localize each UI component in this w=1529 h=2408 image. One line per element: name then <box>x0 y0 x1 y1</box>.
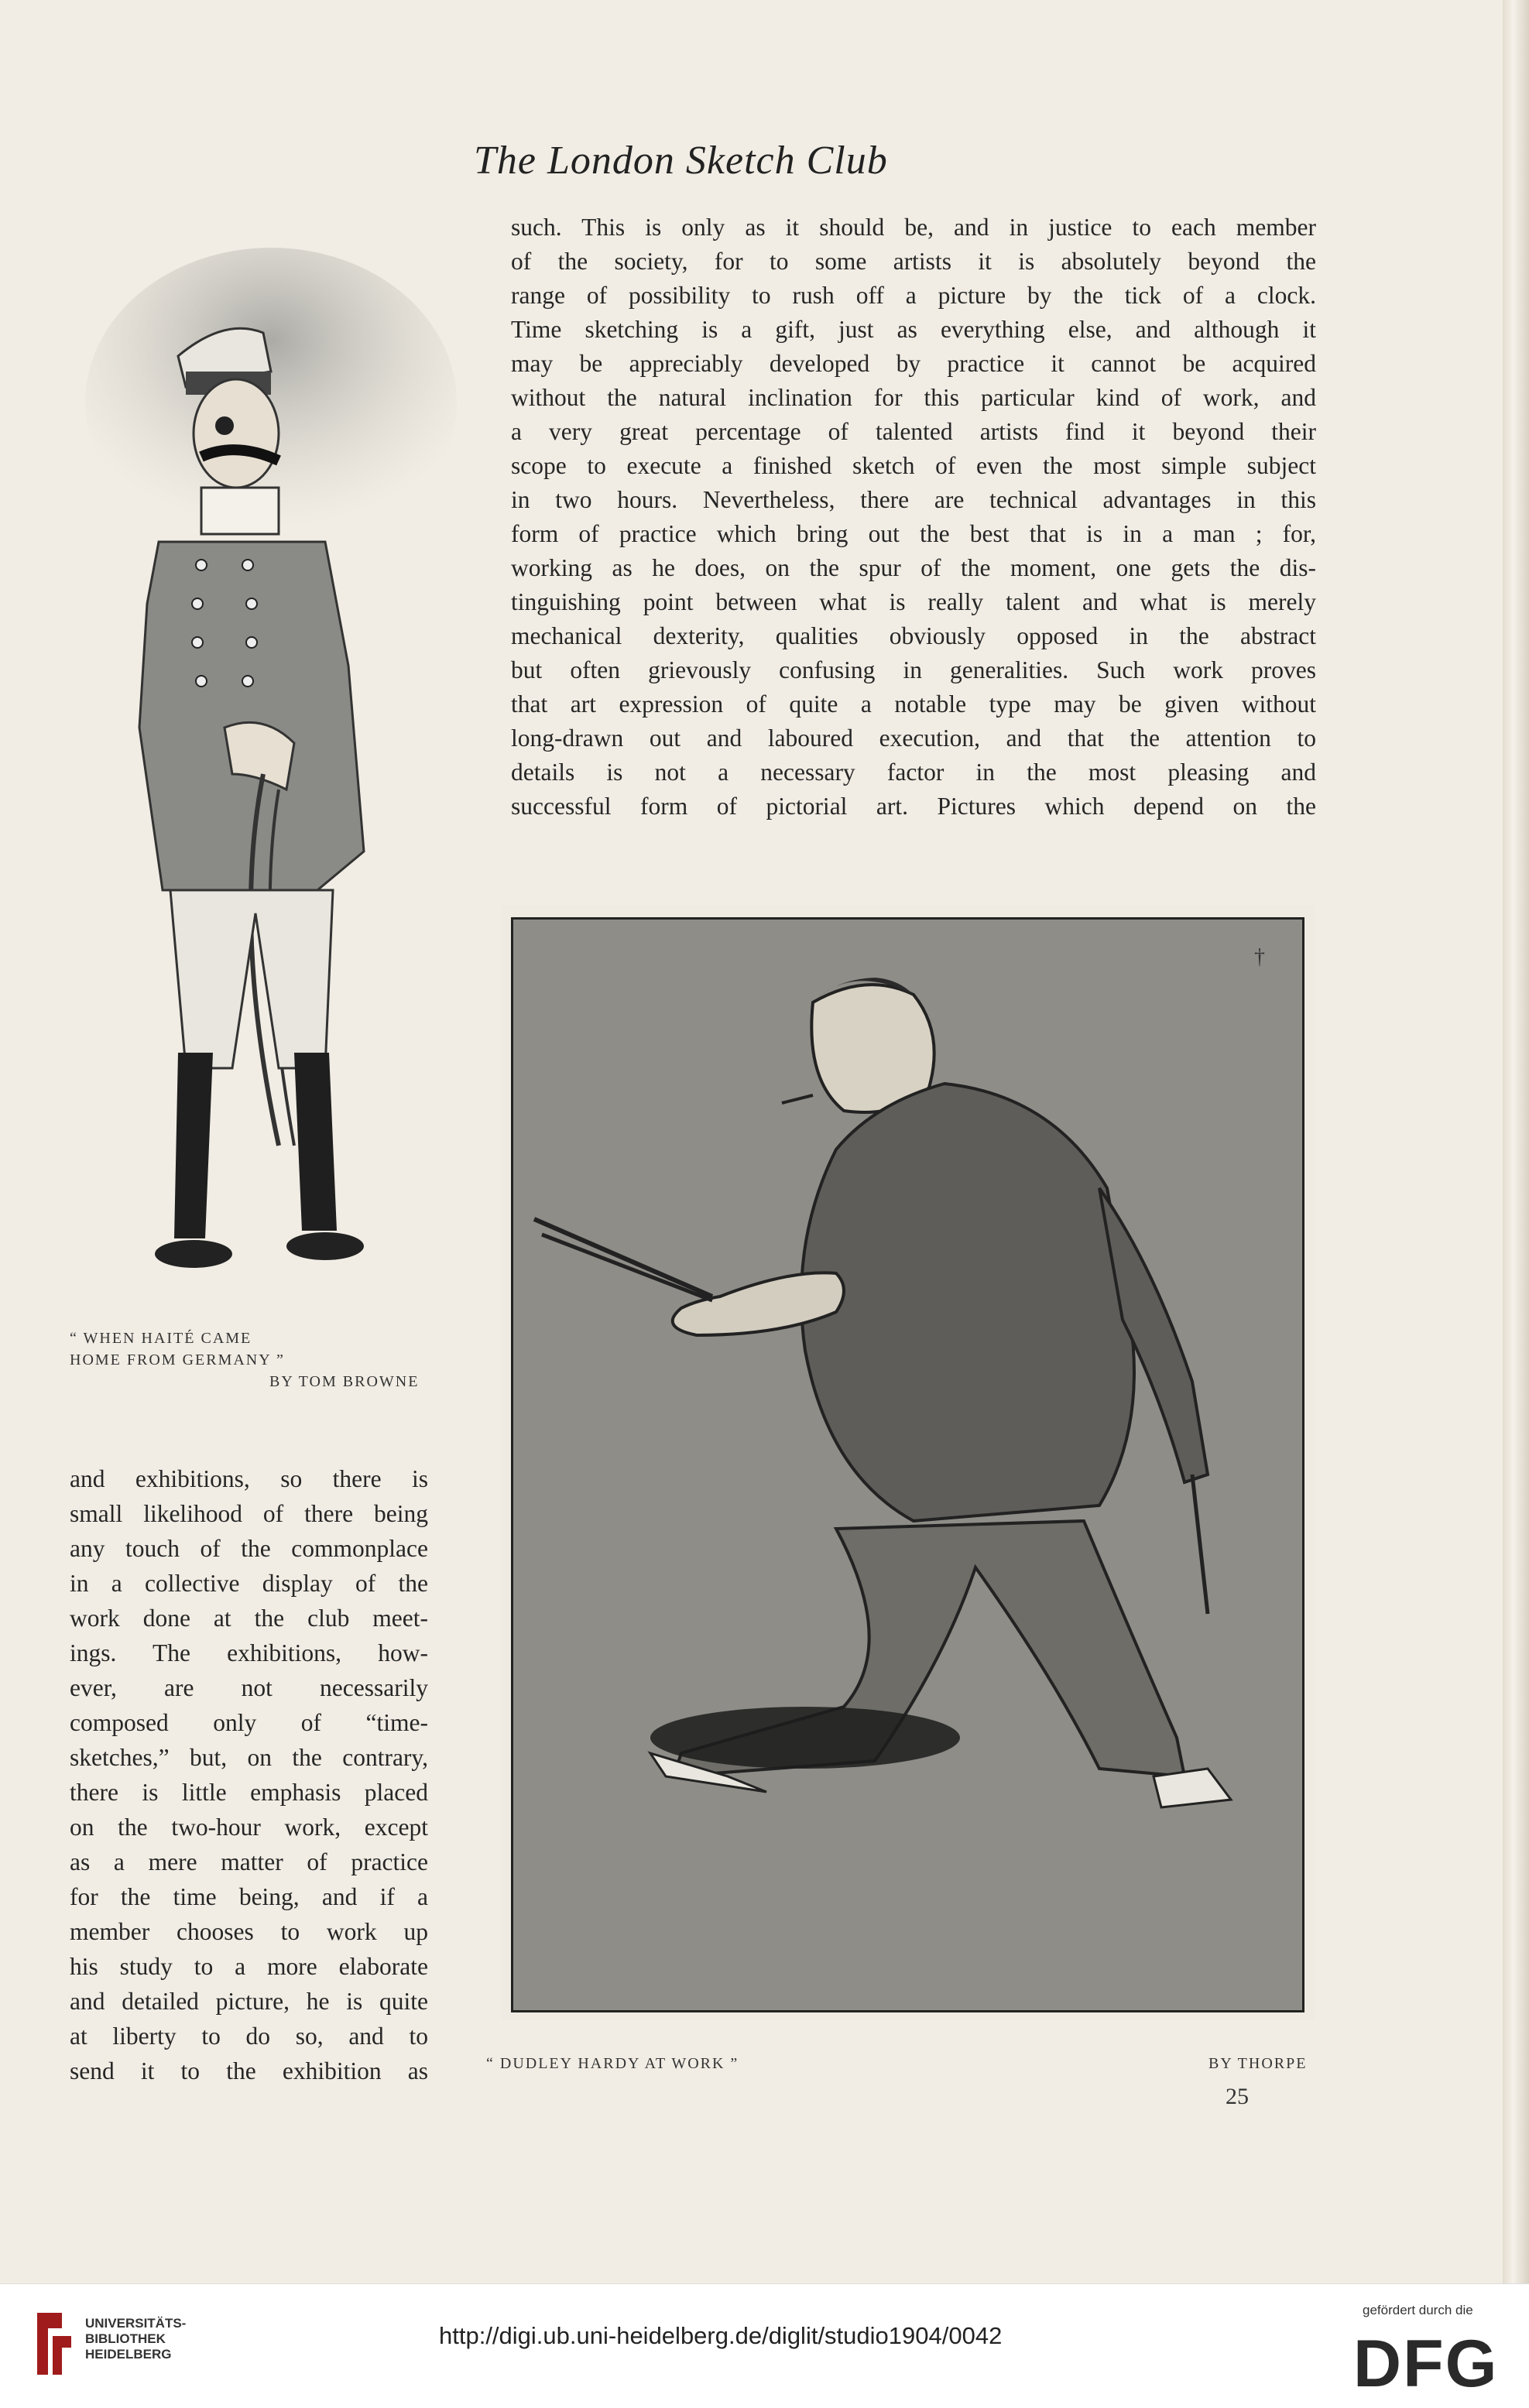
dfg-logo: DFG <box>1353 2327 1499 2401</box>
library-name-line1: UNIVERSITÄTS- <box>85 2316 187 2331</box>
left-column-line: small likelihood of there being <box>70 1500 428 1527</box>
left-column-line: in a collective display of the <box>70 1570 428 1597</box>
sponsor-label: gefördert durch die <box>1363 2303 1473 2317</box>
main-column-line: tinguishing point between what is really talent and what is merely <box>511 588 1316 615</box>
svg-text:†: † <box>1254 945 1265 969</box>
left-column-line: composed only of “time- <box>70 1709 428 1736</box>
main-column-line: form of practice which bring out the best that is in a man ; for, <box>511 520 1316 547</box>
left-column-line: member chooses to work up <box>70 1918 428 1945</box>
left-column-line: at liberty to do so, and to <box>70 2023 428 2050</box>
painter-credit: BY THORPE <box>1208 2055 1308 2072</box>
left-column-line: work done at the club meet- <box>70 1605 428 1632</box>
main-column-line: details is not a necessary factor in the most pleasing and <box>511 759 1316 786</box>
left-column-line: and detailed picture, he is quite <box>70 1988 428 2015</box>
main-column-line: scope to execute a finished sketch of even the most simple subject <box>511 452 1316 479</box>
officer-illustration <box>70 232 457 1316</box>
main-column-line: such. This is only as it should be, and in justice to each member <box>511 214 1316 241</box>
left-column-line: ever, are not necessarily <box>70 1674 428 1701</box>
main-column-line: range of possibility to rush off a picture by the tick of a clock. <box>511 282 1316 309</box>
left-column-line: ings. The exhibitions, how- <box>70 1639 428 1666</box>
main-column-line: but often grievously confusing in generalities. Such work proves <box>511 656 1316 683</box>
main-column-line: a very great percentage of talented artists find it beyond their <box>511 418 1316 445</box>
officer-caption-line2: HOME FROM GERMANY ” <box>70 1351 285 1368</box>
officer-caption-line1: “ WHEN HAITÉ CAME <box>70 1330 252 1347</box>
library-name <box>85 2316 186 2362</box>
main-column-line: may be appreciably developed by practice it cannot be acquired <box>511 350 1316 377</box>
painter-caption: “ DUDLEY HARDY AT WORK ” <box>486 2055 739 2072</box>
main-column-line: successful form of pictorial art. Pictures which depend on the <box>511 793 1316 820</box>
left-column-line: as a mere matter of practice <box>70 1848 428 1875</box>
officer-credit: BY TOM BROWNE <box>269 1373 420 1390</box>
main-column-line: working as he does, on the spur of the moment, one gets the dis- <box>511 554 1316 581</box>
left-column-line: sketches,” but, on the contrary, <box>70 1744 428 1771</box>
running-head: The London Sketch Club <box>474 139 888 183</box>
main-column-line: of the society, for to some artists it is absolutely beyond the <box>511 248 1316 275</box>
library-name-line2: BIBLIOTHEK <box>85 2331 166 2346</box>
main-column-line: mechanical dexterity, qualities obviously opposed in the abstract <box>511 622 1316 649</box>
left-column-line: and exhibitions, so there is <box>70 1465 428 1492</box>
main-column-text <box>511 211 1316 824</box>
left-column-line: any touch of the commonplace <box>70 1535 428 1562</box>
page-number: 25 <box>1226 2084 1249 2109</box>
left-column-text <box>70 1461 428 2088</box>
main-column-line: in two hours. Nevertheless, there are technical advantages in this <box>511 486 1316 513</box>
left-column-line: for the time being, and if a <box>70 1883 428 1910</box>
left-column-line: his study to a more elaborate <box>70 1953 428 1980</box>
source-url-link[interactable]: http://digi.ub.uni-heidelberg.de/diglit/studio1904/0042 <box>439 2322 1003 2349</box>
main-column-line: Time sketching is a gift, just as everything else, and although it <box>511 316 1316 343</box>
library-name-line3: HEIDELBERG <box>85 2347 172 2362</box>
left-column-line: on the two-hour work, except <box>70 1814 428 1841</box>
page-edge <box>1503 0 1529 2283</box>
painter-illustration <box>511 917 1304 2012</box>
main-column-line: without the natural inclination for this particular kind of work, and <box>511 384 1316 411</box>
main-column-line: that art expression of quite a notable type may be given without <box>511 690 1316 718</box>
left-column-line: send it to the exhibition as <box>70 2057 428 2084</box>
library-logo-icon <box>31 2305 77 2382</box>
main-column-line: long-drawn out and laboured execution, and that the attention to <box>511 724 1316 752</box>
left-column-line: there is little emphasis placed <box>70 1779 428 1806</box>
